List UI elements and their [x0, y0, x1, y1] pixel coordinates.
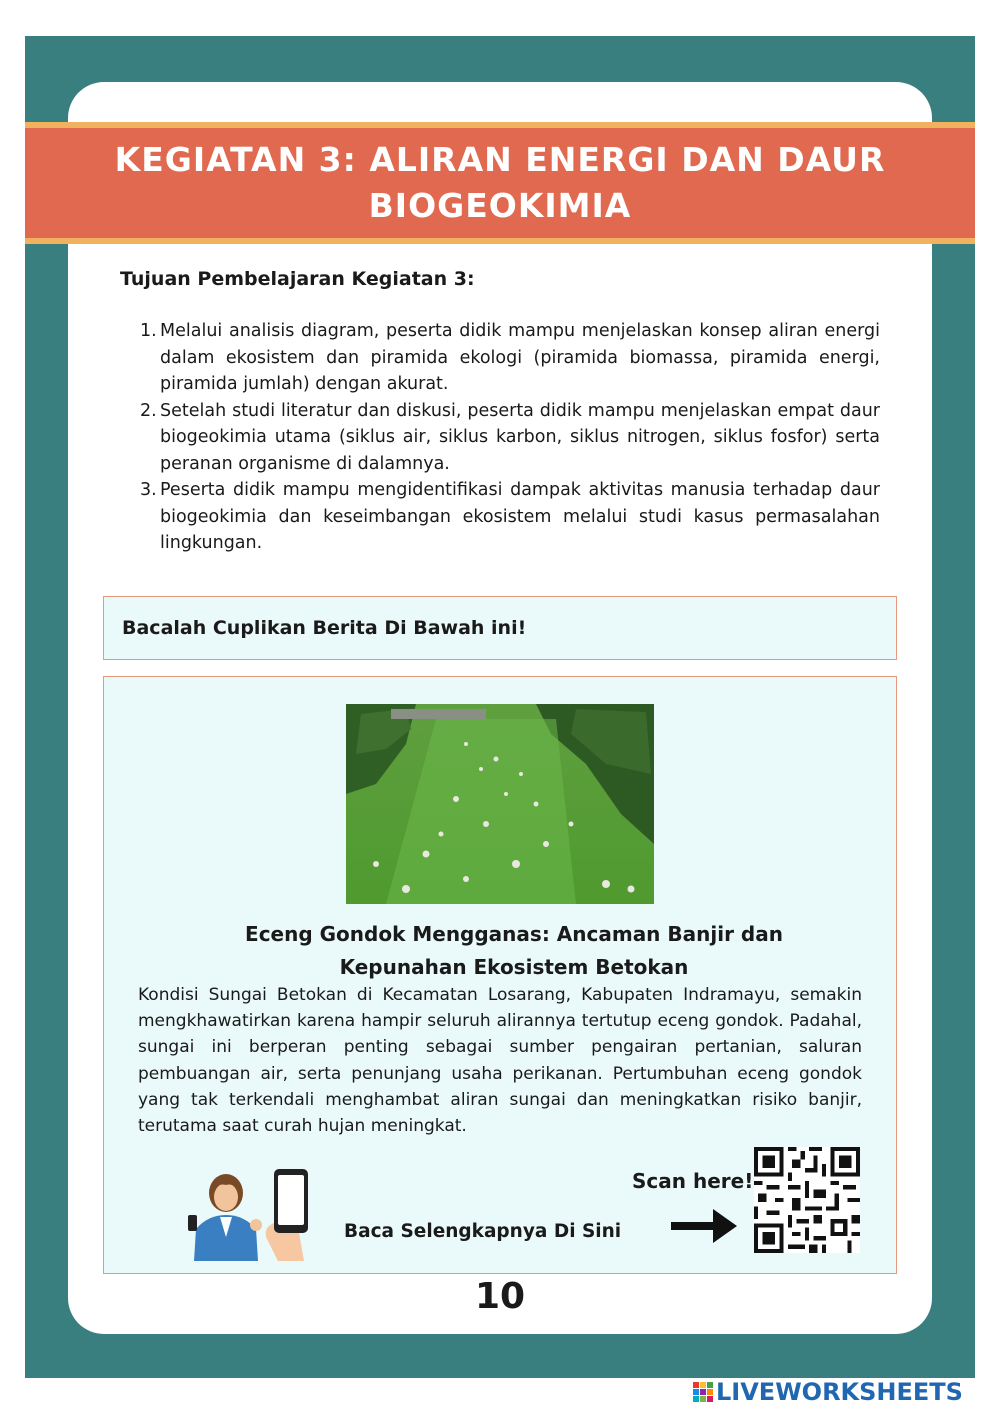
- news-headline: Eceng Gondok Mengganas: Ancaman Banjir dan Kepunahan Ekosistem Betokan: [245, 922, 783, 979]
- objectives-heading: Tujuan Pembelajaran Kegiatan 3:: [120, 268, 475, 290]
- read-instruction: Bacalah Cuplikan Berita Di Bawah ini!: [122, 617, 527, 639]
- person-with-phone-illustration: [186, 1167, 316, 1261]
- qr-code[interactable]: [754, 1147, 860, 1253]
- liveworksheets-mark-icon: [693, 1382, 713, 1402]
- liveworksheets-wordmark: LIVEWORKSHEETS: [716, 1378, 963, 1406]
- news-box: [103, 676, 897, 1274]
- list-item: 1. Melalui analisis diagram, peserta didik mampu menjelaskan konsep aliran energi dalam ekosistem dan piramida ekologi (piramida biomassa, piramida energi, piramida jumlah) dengan akurat.: [140, 321, 880, 394]
- river-photo: [346, 704, 654, 904]
- scan-here-label: Scan here!: [632, 1169, 754, 1193]
- arrow-right-icon: [667, 1203, 741, 1249]
- page-title: KEGIATAN 3: ALIRAN ENERGI DAN DAUR BIOGEOKIMIA: [114, 140, 886, 225]
- list-item: 2. Setelah studi literatur dan diskusi, peserta didik mampu menjelaskan empat daur biogeokimia utama (siklus air, siklus karbon, siklus nitrogen, siklus fosfor) serta peranan organisme di dalamnya.: [140, 400, 880, 474]
- title-banner: [25, 122, 975, 244]
- news-body: Kondisi Sungai Betokan di Kecamatan Losarang, Kabupaten Indramayu, semakin mengkhawatirkan karena hampir seluruh alirannya tertutup eceng gondok. Padahal, sungai ini berperan penting sebagai sumber pengairan pertanian, saluran pembuangan air, serta penunjang usaha perikanan. Pertumbuhan eceng gondok yang tak terkendali menghambat aliran sungai dan meningkatkan risiko banjir, terutama saat curah hujan meningkat.: [138, 985, 862, 1137]
- liveworksheets-logo: [693, 1378, 963, 1406]
- objectives-list: [140, 318, 880, 557]
- read-instruction-box: [103, 596, 897, 660]
- page-number: 10: [474, 1276, 526, 1317]
- list-item: 3. Peserta didik mampu mengidentifikasi dampak aktivitas manusia terhadap daur biogeokimia dan keseimbangan ekosistem melalui studi kasus permasalahan lingkungan.: [140, 480, 880, 553]
- read-more-label: Baca Selengkapnya Di Sini: [344, 1221, 622, 1242]
